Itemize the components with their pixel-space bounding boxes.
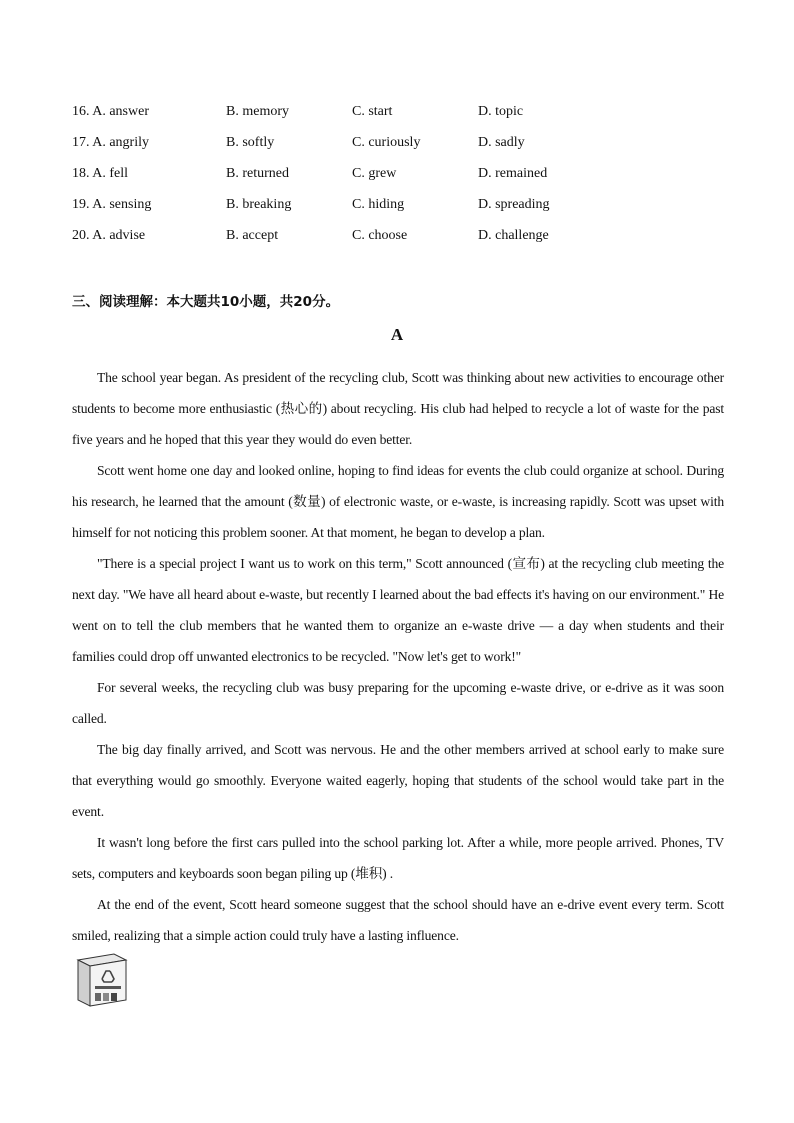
paragraph: For several weeks, the recycling club was busy preparing for the upcoming e-waste drive, or e-drive as it was soon called.	[72, 680, 724, 726]
option-d: D. spreading	[478, 197, 550, 212]
option-a: 18. A. fell	[72, 166, 128, 181]
paragraph: It wasn't long before the first cars pulled into the school parking lot. After a while, more people arrived. Phones, TV sets, computers and keyboards soon began piling up (堆积) .	[72, 835, 724, 881]
option-b: B. softly	[226, 135, 275, 150]
option-b: B. returned	[226, 166, 289, 181]
option-d: D. topic	[478, 104, 524, 119]
reading-passage	[72, 362, 724, 951]
paragraph: "There is a special project I want us to work on this term," Scott announced (宣布) at the recycling club meeting the next day. "We have all heard about e-waste, but recently I learned about the bad effects it's having on our environment." He went on to tell the club members that he wanted them to organize an e-waste drive — a day when students and their families could drop off unwanted electronics to be recycled. "Now let's get to work!"	[72, 556, 724, 664]
option-c: C. start	[352, 104, 393, 119]
section-heading: 三、阅读理解：本大题共10小题，共20分。	[72, 294, 340, 310]
passage-title: A	[390, 325, 404, 344]
option-row-16	[72, 102, 722, 133]
paragraph: The school year began. As president of the recycling club, Scott was thinking about new activities to encourage other students to become more enthusiastic (热心的) about recycling. His club had helped to recycle a lot of waste for the past five years and he hoped that this year they would do even better.	[72, 370, 724, 447]
option-b: B. memory	[226, 104, 289, 119]
option-d: D. challenge	[478, 228, 549, 243]
option-a: 17. A. angrily	[72, 135, 149, 150]
option-row-20	[72, 226, 722, 257]
option-b: B. breaking	[226, 197, 292, 212]
option-row-19	[72, 195, 722, 226]
paragraph: Scott went home one day and looked online, hoping to find ideas for events the club could organize at school. During his research, he learned that the amount (数量) of electronic waste, or e-waste, is increasing rapidly. Scott was upset with himself for not noticing this problem sooner. At that moment, he began to develop a plan.	[72, 463, 724, 540]
paragraph: The big day finally arrived, and Scott was nervous. He and the other members arrived at school early to make sure that everything would go smoothly. Everyone waited eagerly, hoping that students of the school would take part in the event.	[72, 742, 724, 819]
option-row-17	[72, 133, 722, 164]
option-a: 20. A. advise	[72, 228, 146, 243]
option-b: B. accept	[226, 228, 279, 243]
option-row-18	[72, 164, 722, 195]
option-d: D. remained	[478, 166, 548, 181]
option-a: 16. A. answer	[72, 104, 149, 119]
option-c: C. hiding	[352, 197, 405, 212]
paragraph: At the end of the event, Scott heard someone suggest that the school should have an e-drive event every term. Scott smiled, realizing that a simple action could truly have a lasting influence.	[72, 897, 724, 943]
option-c: C. grew	[352, 166, 397, 181]
option-d: D. sadly	[478, 135, 525, 150]
answer-options	[72, 102, 722, 257]
option-c: C. curiously	[352, 135, 421, 150]
option-c: C. choose	[352, 228, 408, 243]
option-a: 19. A. sensing	[72, 197, 152, 212]
recycling-box-icon	[74, 950, 130, 1008]
